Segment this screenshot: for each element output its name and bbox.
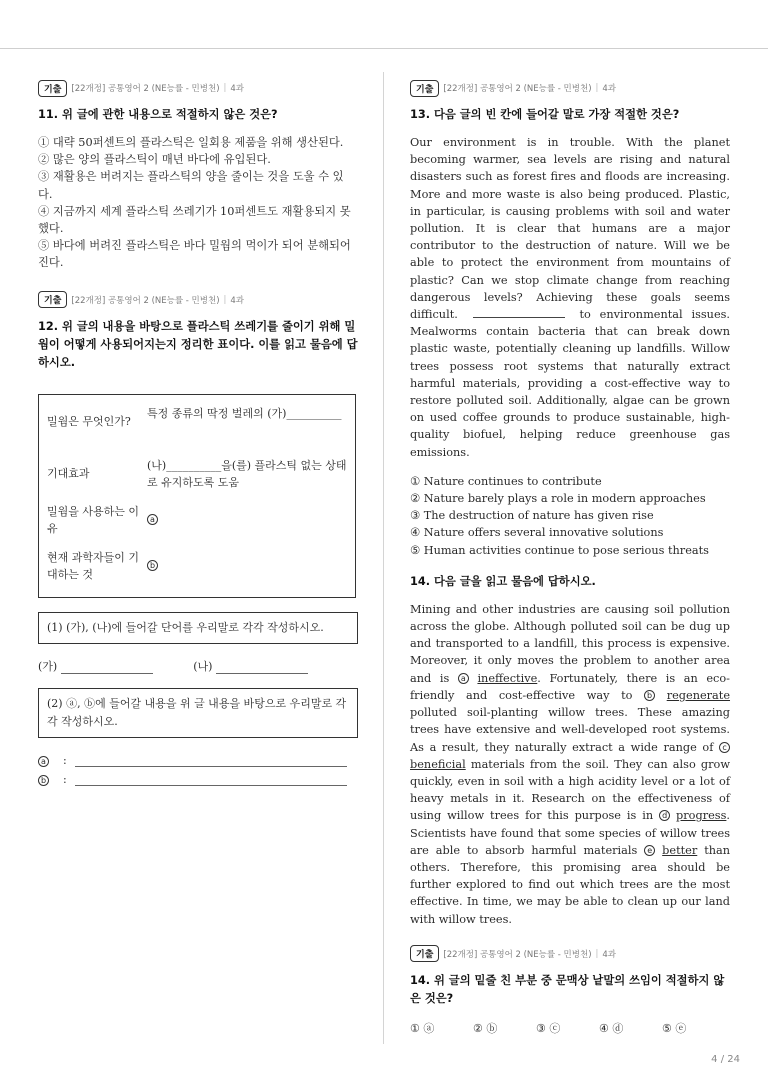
label-ga: (가) <box>38 659 58 673</box>
marker-c: c <box>719 742 730 753</box>
answer-blank-na[interactable] <box>216 662 308 674</box>
question-13-title: 13. 다음 글의 빈 칸에 들어갈 말로 가장 적절한 것은? <box>410 108 680 121</box>
underlined-word-b: regenerate <box>666 688 731 702</box>
table-value: (나)__________을(를) 플라스틱 없는 상태로 유지하도록 도움 <box>147 458 347 489</box>
answer-line-a <box>38 754 358 767</box>
subquestion-2-box: (2) ⓐ, ⓑ에 들어갈 내용을 위 글 내용을 바탕으로 우리말로 각각 작성하시오. <box>38 688 358 738</box>
table-value <box>145 501 349 547</box>
option[interactable]: ④ 지금까지 세계 플라스틱 쓰레기가 10퍼센트도 재활용되지 못했다. <box>38 204 351 236</box>
option[interactable]: ③ 재활용은 버려지는 플라스틱의 양을 줄이는 것을 도울 수 있다. <box>38 170 344 201</box>
marker-a: a <box>147 514 158 525</box>
source-text: [22개정] 공통영어 2 (NE능률 - 민병천) <box>71 295 220 306</box>
source-tag <box>410 946 730 962</box>
exam-badge: 기출 <box>38 291 67 308</box>
answer-line-b <box>38 773 358 786</box>
table-row <box>45 547 349 589</box>
source-text: [22개정] 공통영어 2 (NE능률 - 민병천) <box>443 949 592 960</box>
table-key: 밀웜을 사용하는 이유 <box>47 504 140 535</box>
option[interactable]: ③ The destruction of nature has given rise <box>410 509 654 523</box>
question-14b-title: 14. 위 글의 밑줄 친 부분 중 문맥상 낱말의 쓰임이 적절하지 않은 것은? <box>410 973 725 1005</box>
answer-blank-ga[interactable] <box>61 662 153 674</box>
lesson-text: 4과 <box>230 295 245 306</box>
table-row <box>45 403 349 455</box>
passage-text: than others. Therefore, this promising area should be further explored to find out which trees are the most effective. In time, we may be able to clean up our land with willow trees. <box>410 843 731 926</box>
marker-a: a <box>38 756 49 767</box>
question-14-title: 14. 다음 글을 읽고 물음에 답하시오. <box>410 574 596 588</box>
separator: | <box>595 948 599 959</box>
question-13-passage <box>410 134 730 461</box>
marker-a: a <box>458 673 469 684</box>
option[interactable]: ③ ⓒ <box>536 1021 561 1035</box>
option[interactable]: ① ⓐ <box>410 1021 435 1035</box>
answer-blank-b[interactable] <box>75 774 347 786</box>
separator: | <box>595 83 599 93</box>
left-column <box>38 80 358 786</box>
passage-text: polluted soil-planting willow trees. These amazing trees have extensive and well-developed root systems. As a result, they naturally extract a wide range of <box>410 706 730 754</box>
option[interactable]: ④ ⓓ <box>599 1021 624 1035</box>
underlined-word-d: progress <box>676 809 727 823</box>
question-11-options <box>38 134 358 272</box>
colon: : <box>63 772 67 786</box>
passage-text: Mining and other industries are causing soil pollution across the globe. Although polluted soil can be dug up and transported to a landfill, this process is expensive. Moreover, it only moves the problem to another area and is <box>410 602 730 685</box>
source-tag <box>410 80 730 96</box>
option[interactable]: ⑤ Human activities continue to pose serious threats <box>410 543 709 557</box>
underlined-word-a: ineffective <box>477 671 538 685</box>
exam-badge: 기출 <box>38 80 67 97</box>
option[interactable]: ⑤ ⓔ <box>662 1021 687 1035</box>
option[interactable]: ② ⓑ <box>473 1021 498 1035</box>
question-11-title: 11. 위 글에 관한 내용으로 적절하지 않은 것은? <box>38 108 278 121</box>
exam-badge: 기출 <box>410 80 439 97</box>
subquestion-1-answers <box>38 658 358 674</box>
marker-b: b <box>38 775 49 786</box>
label-na: (나) <box>193 659 213 673</box>
source-text: [22개정] 공통영어 2 (NE능률 - 민병천) <box>71 84 220 94</box>
answer-blank <box>473 308 565 318</box>
passage-text: to environmental issues. Mealworms contain bacteria that can break down plastic waste, potentially cleaning up landfills. Willow trees possess root systems that naturally extract harmful materials, providing a cost-effective way to restore polluted soil. Additionally, algae can be grown on used coffee grounds to produce sustainable, high-quality biofuel, helping reduce greenhouse gas emissions. <box>410 308 731 459</box>
option[interactable]: ① Nature continues to contribute <box>410 474 602 488</box>
table-row <box>45 501 349 547</box>
source-tag <box>38 80 358 96</box>
passage-text: Our environment is in trouble. With the planet becoming warmer, sea levels are rising and natural disasters such as forest fires and floods are increasing. More and more waste is also being produced. Plastic, in particular, is causing problems with soil and water pollution. It is clear that humans are a major contributor to the destruction of nature. Will we be able to protect the environment from mountains of plastic? Can we stop climate change from reaching dangerous levels? Achieving these goals seems difficult. <box>410 136 730 322</box>
column-divider <box>383 72 384 1044</box>
underlined-word-c: beneficial <box>410 757 466 771</box>
option[interactable]: ⑤ 바다에 버려진 플라스틱은 바다 밀웜의 먹이가 되어 분해되어진다. <box>38 239 351 270</box>
header-rule <box>0 48 768 49</box>
passage-text: . Scientists have found that some species of willow trees are able to absorb harmful materials <box>410 809 730 857</box>
option[interactable]: ④ Nature offers several innovative solutions <box>410 526 664 540</box>
lesson-text: 4과 <box>230 84 245 94</box>
marker-b: b <box>147 560 158 571</box>
summary-table-box <box>38 394 356 598</box>
marker-b: b <box>644 690 655 701</box>
marker-e: e <box>644 845 655 856</box>
exam-badge: 기출 <box>410 945 439 962</box>
lesson-text: 4과 <box>602 949 617 960</box>
table-key: 현재 과학자들이 기대하는 것 <box>47 550 140 581</box>
separator: | <box>223 83 227 93</box>
passage-text: materials from the soil. They can also grow quickly, even in soil with a high acidity level or a lot of heavy metals in it. Research on the effectiveness of using willow trees for this purpose is in <box>410 757 731 823</box>
underlined-word-e: better <box>662 843 698 857</box>
marker-d: d <box>659 810 670 821</box>
table-value <box>145 547 349 589</box>
question-14-passage <box>410 601 730 928</box>
table-value: 특정 종류의 딱정 벌레의 (가)__________ <box>147 406 342 420</box>
table-key: 밀웜은 무엇인가? <box>47 414 131 428</box>
question-12-title: 12. 위 글의 내용을 바탕으로 플라스틱 쓰레기를 줄이기 위해 밀웜이 어떻게 사용되어지는지 정리한 표이다. 이를 읽고 물음에 답하시오. <box>38 319 358 369</box>
option[interactable]: ① 대략 50퍼센트의 플라스틱은 일회용 제품을 위해 생산된다. <box>38 136 344 149</box>
summary-table <box>45 403 349 589</box>
question-14b-options <box>410 1020 730 1036</box>
table-row <box>45 455 349 501</box>
separator: | <box>223 294 227 305</box>
option[interactable]: ② Nature barely plays a role in modern approaches <box>410 492 706 506</box>
subquestion-1-box: (1) (가), (나)에 들어갈 단어를 우리말로 각각 작성하시오. <box>38 612 358 644</box>
table-key: 기대효과 <box>47 466 90 480</box>
question-13-options <box>410 473 730 559</box>
source-tag <box>38 292 358 308</box>
page-number: 4 / 24 <box>711 1054 740 1065</box>
answer-blank-a[interactable] <box>75 755 347 767</box>
right-column <box>410 80 730 1036</box>
colon: : <box>63 753 67 767</box>
lesson-text: 4과 <box>602 84 617 94</box>
source-text: [22개정] 공통영어 2 (NE능률 - 민병천) <box>443 84 592 94</box>
option[interactable]: ② 많은 양의 플라스틱이 매년 바다에 유입된다. <box>38 153 271 167</box>
passage-text: . Fortunately, there is an eco-friendly and cost-effective way to <box>410 671 731 702</box>
